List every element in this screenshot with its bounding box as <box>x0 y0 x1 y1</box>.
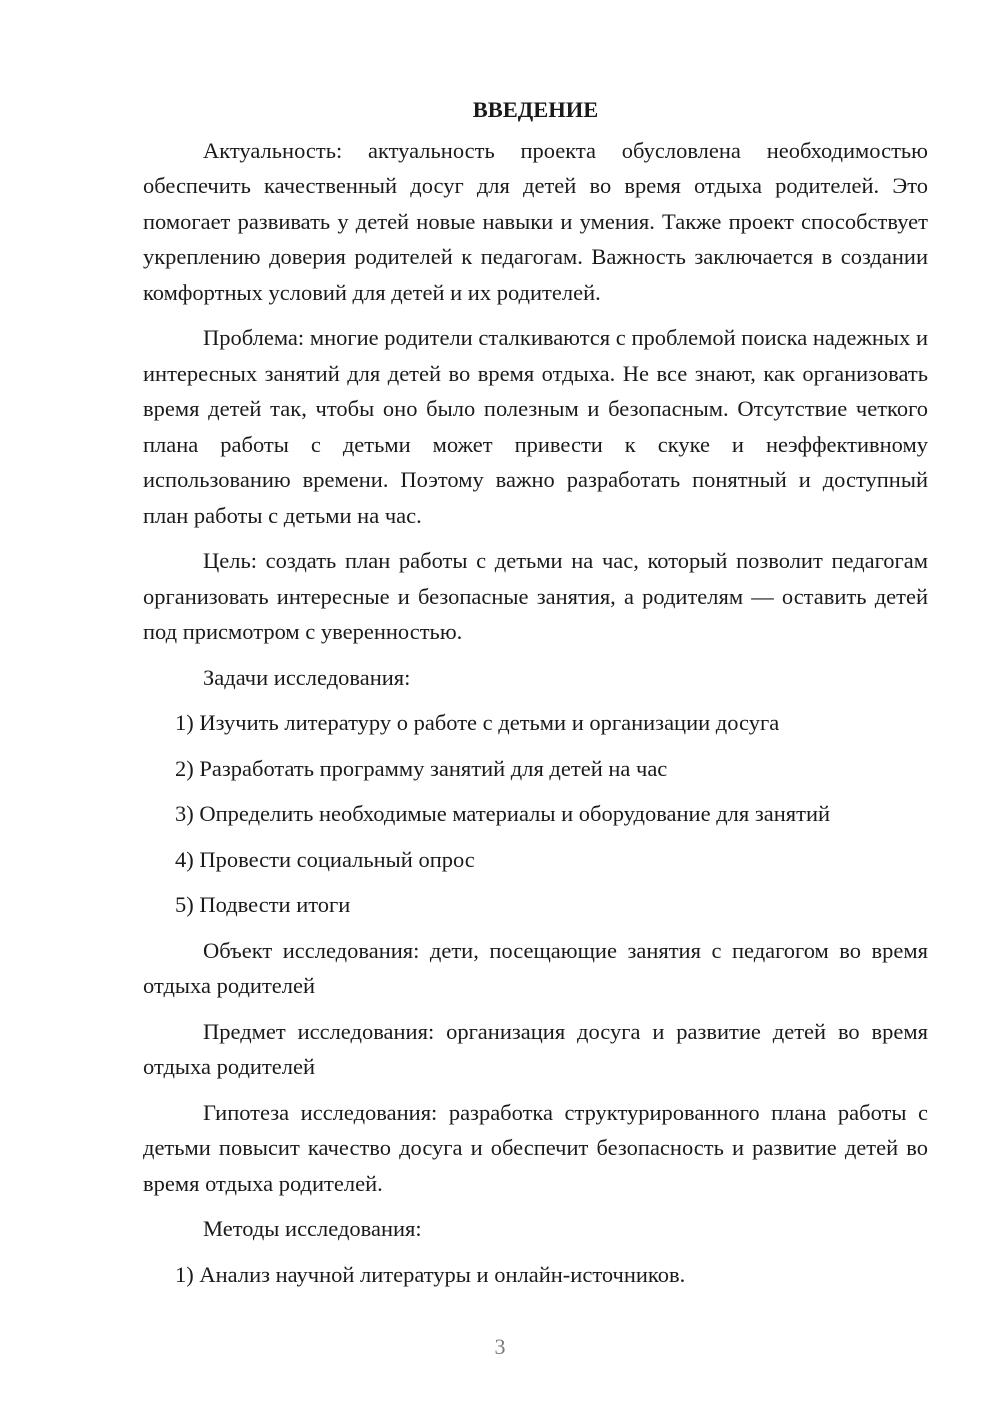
list-item: 1) Изучить литературу о работе с детьми и организации досуга <box>175 710 780 735</box>
tasks-label: Задачи исследования: <box>203 664 411 690</box>
relevance-paragraph: Актуальность: актуальность проекта обусловлена необходимостью обеспечить качественный досуг для детей во время отдыха родителей. Это помогает развивать у детей новые навыки и умения. Также проект способствует укреплению доверия родителей к педагогам. Важность заключается в создании комфортных условий для детей и их родителей. <box>143 137 928 305</box>
subject-paragraph: Предмет исследования: организация досуга и развитие детей во время отдыха родителей <box>143 1018 928 1079</box>
problem-paragraph: Проблема: многие родители сталкиваются с проблемой поиска надежных и интересных занятий для детей во время отдыха. Не все знают, как организовать время детей так, чтобы оно было полезным и безопасным. Отсутствие четкого плана работы с детьми может привести к скуке и неэффективному использованию времени. Поэтому важно разработать понятный и доступный план работы с детьми на час. <box>143 325 928 528</box>
hypothesis-paragraph: Гипотеза исследования: разработка структурированного плана работы с детьми повысит качество досуга и обеспечит безопасность и развитие детей во время отдыха родителей. <box>143 1099 928 1196</box>
goal-paragraph: Цель: создать план работы с детьми на час, который позволит педагогам организовать интересные и безопасные занятия, а родителям — оставить детей под присмотром с уверенностью. <box>143 548 928 644</box>
list-item: 4) Провести социальный опрос <box>175 846 475 872</box>
document-page <box>143 92 928 1302</box>
section-title: ВВЕДЕНИЕ <box>472 97 599 122</box>
list-item: 1) Анализ научной литературы и онлайн-источников. <box>175 1261 686 1287</box>
tasks-list <box>143 705 928 923</box>
methods-list <box>143 1257 928 1293</box>
object-paragraph: Объект исследования: дети, посещающие занятия с педагогом во время отдыха родителей <box>143 937 928 998</box>
page-number: 3 <box>494 1334 506 1359</box>
list-item: 2) Разработать программу занятий для детей на час <box>175 755 668 781</box>
methods-label: Методы исследования: <box>203 1216 422 1241</box>
list-item: 5) Подвести итоги <box>175 892 351 917</box>
list-item: 3) Определить необходимые материалы и оборудование для занятий <box>175 801 831 826</box>
